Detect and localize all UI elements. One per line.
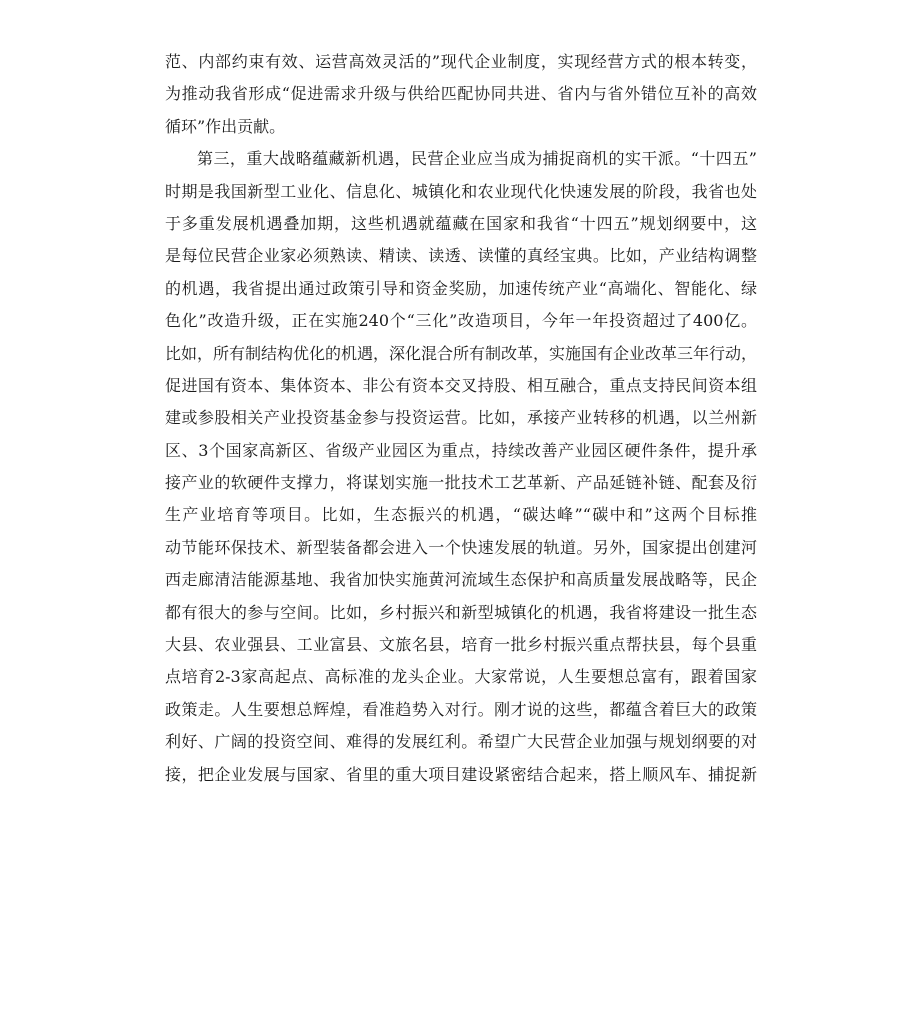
text-line: 色化”改造升级，正在实施240个“三化”改造项目，今年一年投资超过了400亿。 [165, 311, 757, 331]
text-line: 为推动我省形成“促进需求升级与供给匹配协同共进、省内与省外错位互补的高效 [165, 84, 757, 104]
text-line: 都有很大的参与空间。比如，乡村振兴和新型城镇化的机遇，我省将建设一批生态 [165, 602, 757, 622]
text-line: 循环”作出贡献。 [165, 116, 286, 136]
text-line: 利好、广阔的投资空间、难得的发展红利。希望广大民营企业加强与规划纲要的对 [165, 732, 757, 752]
body-text [165, 46, 757, 791]
text-line: 生产业培育等项目。比如，生态振兴的机遇，“碳达峰”“碳中和”这两个目标推 [165, 505, 757, 525]
paragraph-start-line: 第三，重大战略蕴藏新机遇，民营企业应当成为捕捉商机的实干派。“十四五” [197, 149, 757, 169]
text-line: 于多重发展机遇叠加期，这些机遇就蕴藏在国家和我省“十四五”规划纲要中，这 [165, 213, 757, 233]
text-line: 接，把企业发展与国家、省里的重大项目建设紧密结合起来，搭上顺风车、捕捉新 [165, 764, 757, 784]
text-line: 大县、农业强县、工业富县、文旅名县，培育一批乡村振兴重点帮扶县，每个县重 [165, 635, 757, 655]
text-line: 区、3个国家高新区、省级产业园区为重点，持续改善产业园区硬件条件，提升承 [165, 440, 757, 460]
text-line: 政策走。人生要想总辉煌，看准趋势入对行。刚才说的这些，都蕴含着巨大的政策 [165, 699, 757, 719]
text-line: 范、内部约束有效、运营高效灵活的”现代企业制度，实现经营方式的根本转变， [165, 52, 757, 71]
text-line: 点培育2-3家高起点、高标准的龙头企业。大家常说，人生要想总富有，跟着国家 [165, 667, 757, 687]
text-line: 接产业的软硬件支撑力，将谋划实施一批技术工艺革新、产品延链补链、配套及衍 [165, 473, 757, 493]
text-line: 时期是我国新型工业化、信息化、城镇化和农业现代化快速发展的阶段，我省也处 [165, 181, 757, 201]
text-line: 促进国有资本、集体资本、非公有资本交叉持股、相互融合，重点支持民间资本组 [165, 375, 757, 395]
text-line: 比如，所有制结构优化的机遇，深化混合所有制改革，实施国有企业改革三年行动， [165, 343, 757, 363]
text-line: 建或参股相关产业投资基金参与投资运营。比如，承接产业转移的机遇，以兰州新 [165, 408, 757, 428]
text-line: 是每位民营企业家必须熟读、精读、读透、读懂的真经宝典。比如，产业结构调整 [165, 246, 757, 266]
text-line: 西走廊清洁能源基地、我省加快实施黄河流域生态保护和高质量发展战略等，民企 [165, 570, 757, 590]
text-line: 的机遇，我省提出通过政策引导和资金奖励，加速传统产业“高端化、智能化、绿 [165, 278, 757, 298]
text-line: 动节能环保技术、新型装备都会进入一个快速发展的轨道。另外，国家提出创建河 [165, 537, 757, 557]
